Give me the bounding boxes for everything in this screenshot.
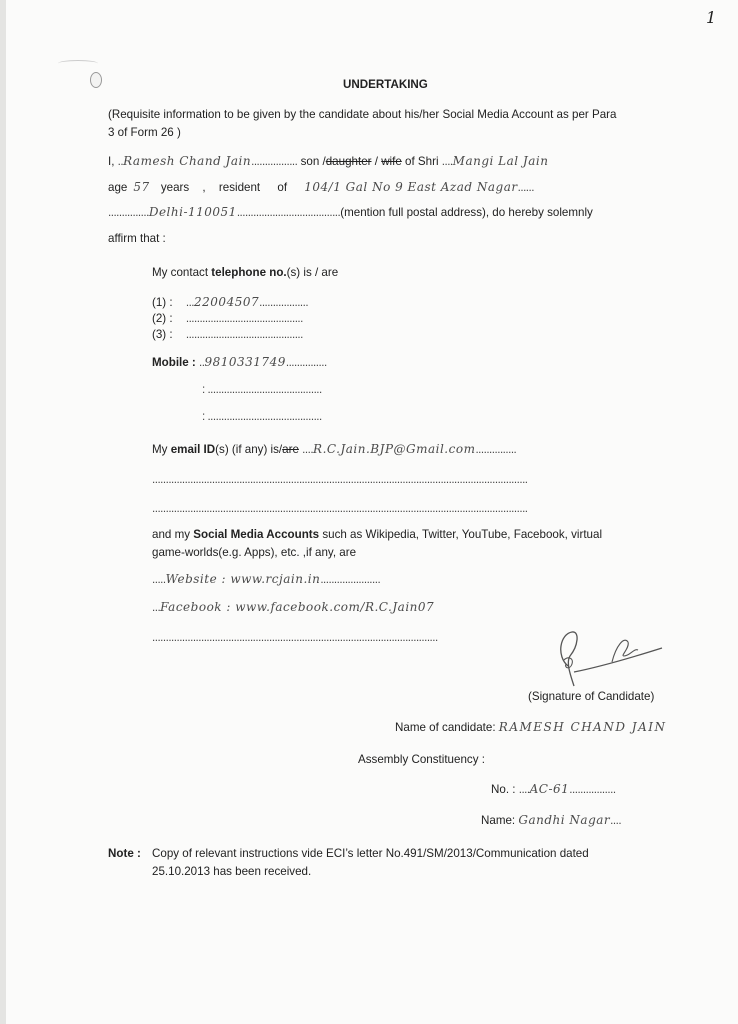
assembly-constituency-label: Assembly Constituency : [358,753,485,766]
dots: .... [441,155,453,168]
page-title: UNDERTAKING [343,78,428,91]
note-label: Note : [108,847,141,860]
dots: ........................................... [185,312,303,325]
email-label-strike: are [282,443,299,456]
mobile-label: Mobile : [152,356,196,369]
declarant-prefix: I, [108,155,118,168]
dots: ........................................... [185,328,303,341]
email-handwritten: R.C.Jain.BJP@Gmail.com [313,442,476,456]
telephone-row [152,327,303,342]
address-line [108,205,593,221]
social-entry [152,630,438,645]
address-suffix: (mention full postal address), do hereby solemnly [340,206,593,219]
dots: ................. [251,155,298,168]
telephone-label-suffix: (s) is / are [286,266,339,279]
dots: ... [152,601,161,614]
dots: .... [518,783,530,796]
dots: .... [610,814,622,827]
social-label-bold: Social Media Accounts [193,528,320,541]
telephone-label-prefix: My contact [152,266,212,279]
relation-wife: wife [381,155,402,168]
candidate-name-row [395,720,667,736]
note-line-1: Copy of relevant instructions vide ECI’s letter No.491/SM/2013/Communication dated [152,847,589,860]
dots: .......................................................................................................................................... [152,473,528,486]
constituency-no-handwritten: AC-61 [529,782,570,796]
dots: .......................................................................................................................................... [152,502,528,515]
age-line [108,180,534,196]
relation-son: son / [300,155,326,168]
telephone-value-handwritten: 22004507 [194,295,260,309]
punch-hole [90,72,102,88]
dots: : .......................................... [202,410,322,423]
dots: ............... [285,356,327,369]
dots: ......................................................................................................... [152,631,438,644]
telephone-row [152,295,308,311]
blank-line [152,472,528,487]
of-label: of [277,181,288,194]
father-name-handwritten: Mangi Lal Jain [452,154,549,168]
constituency-name-label: Name: [481,814,516,827]
mobile-row [202,409,322,424]
telephone-row-label: (1) : [152,296,173,309]
dots: ............... [475,443,517,456]
constituency-name-handwritten: Gandhi Nagar [518,813,611,827]
candidate-name-handwritten: Ramesh Chand Jain [123,154,252,168]
social-entry [152,600,434,616]
social-heading-line-2: game-worlds(e.g. Apps), etc. ,if any, are [152,546,357,559]
page-number: 1 [706,8,717,27]
telephone-heading [152,265,338,280]
dots: ............... [108,206,149,219]
dots: ..... [152,573,166,586]
dots: ................. [569,783,616,796]
mobile-row [202,382,322,397]
social-heading-line-1 [152,527,602,542]
dots: .... [302,443,314,456]
relation-sep: / [371,155,382,168]
telephone-label-bold: telephone no. [211,266,287,279]
intro-line-1: (Requisite information to be given by the candidate about his/her Social Media Account as per Para [108,108,617,121]
signature-caption: (Signature of Candidate) [528,690,655,703]
constituency-no-label: No. : [491,783,516,796]
social-label-suffix: such as Wikipedia, Twitter, YouTube, Facebook, virtual [319,528,603,541]
social-entry [152,572,380,588]
dots: .. [199,356,205,369]
declarant-line [108,154,548,170]
mobile-value-handwritten: 9810331749 [204,355,286,369]
years-label: years [160,181,190,194]
dots: ...................... [320,573,381,586]
blank-line [152,501,528,516]
email-label-bold: email ID [170,443,216,456]
resident-label: resident [218,181,261,194]
telephone-row [152,311,303,326]
social-entry-handwritten: Website : www.rcjain.in [165,572,321,586]
candidate-name-label: Name of candidate: [395,721,496,734]
paper-tear [58,60,98,67]
constituency-no-row [491,782,616,798]
intro-line-2: 3 of Form 26 ) [108,126,181,139]
email-row [152,442,516,458]
dots: ... [185,296,195,309]
social-label-prefix: and my [152,528,194,541]
candidate-name-value-handwritten: RAMESH CHAND JAIN [498,720,667,734]
dots: .. [117,155,124,168]
comma: , [202,181,206,194]
relation-of: of Shri [401,155,442,168]
social-entry-handwritten: Facebook : www.facebook.com/R.C.Jain07 [160,600,435,614]
mobile-row [152,355,327,371]
telephone-row-label: (2) : [152,312,173,325]
candidate-signature [554,626,666,688]
email-label-prefix: My [152,443,171,456]
note-line-2: 25.10.2013 has been received. [152,865,312,878]
constituency-name-row [481,813,621,829]
dots: ...................................... [236,206,341,219]
affirm-text: affirm that : [108,232,166,245]
address-handwritten-2: Delhi-110051 [148,205,237,219]
telephone-row-label: (3) : [152,328,173,341]
dots: ...... [517,181,534,194]
age-label: age [108,181,128,194]
relation-daughter: daughter [325,155,372,168]
age-handwritten: 57 [133,180,150,194]
dots: : .......................................... [202,383,322,396]
dots: .................. [259,296,309,309]
email-label-suffix: (s) (if any) is/ [215,443,283,456]
address-handwritten-1: 104/1 Gal No 9 East Azad Nagar [304,180,518,194]
